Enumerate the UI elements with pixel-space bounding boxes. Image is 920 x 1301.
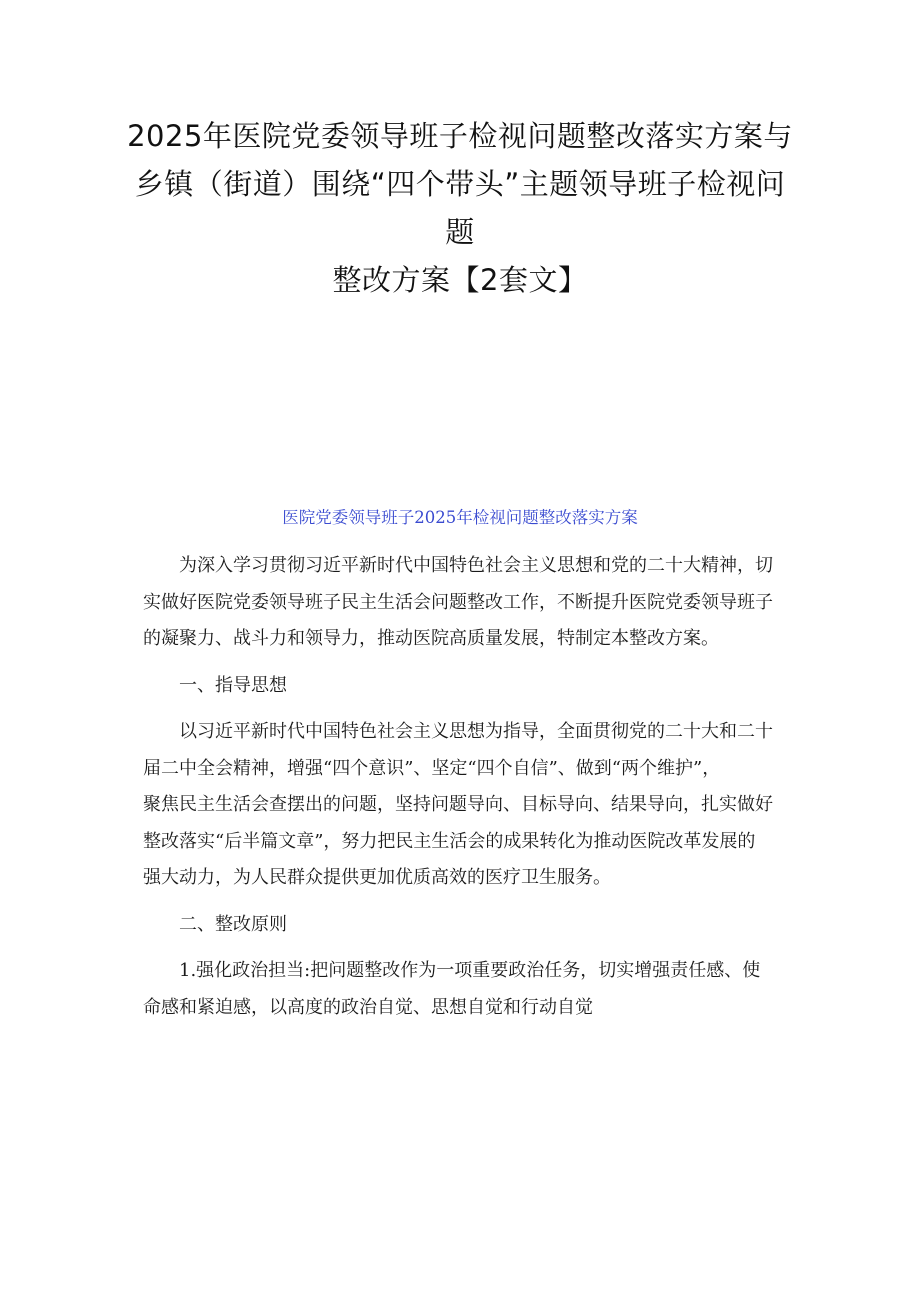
heading-rectification-principles: 二、整改原则	[179, 913, 287, 935]
principle-line-2: 命感和紧迫感，以高度的政治自觉、思想自觉和行动自觉	[143, 996, 593, 1018]
document-body	[143, 548, 788, 1026]
principle-line-1: 1.强化政治担当:把问题整改作为一项重要政治任务，切实增强责任感、使	[179, 960, 761, 981]
guiding-line-2: 届二中全会精神，增强“四个意识”、坚定“四个自信”、做到“两个维护”，	[143, 757, 721, 779]
title-line-2: 乡镇（街道）围绕“四个带头”主题领导班子检视问	[134, 167, 786, 201]
document-title	[120, 112, 800, 304]
intro-line-3: 的凝聚力、战斗力和领导力，推动医院高质量发展，特制定本整改方案。	[143, 628, 719, 649]
title-line-4: 整改方案【2套文】	[332, 263, 588, 297]
title-line-3: 题	[445, 215, 475, 249]
intro-line-2: 实做好医院党委领导班子民主生活会问题整改工作，不断提升医院党委领导班子	[143, 591, 773, 613]
title-line-1: 2025年医院党委领导班子检视问题整改落实方案与	[127, 119, 793, 153]
intro-line-1: 为深入学习贯彻习近平新时代中国特色社会主义思想和党的二十大精神，切	[179, 555, 773, 576]
guiding-line-4: 整改落实“后半篇文章”，努力把民主生活会的成果转化为推动医院改革发展的	[143, 830, 756, 852]
guiding-line-3: 聚焦民主生活会查摆出的问题，坚持问题导向、目标导向、结果导向，扎实做好	[143, 794, 773, 815]
heading-guiding-ideology: 一、指导思想	[179, 674, 287, 696]
section-title: 医院党委领导班子2025年检视问题整改落实方案	[282, 508, 638, 527]
guiding-line-5: 强大动力，为人民群众提供更加优质高效的医疗卫生服务。	[143, 867, 611, 888]
guiding-line-1: 以习近平新时代中国特色社会主义思想为指导，全面贯彻党的二十大和二十	[179, 721, 773, 742]
